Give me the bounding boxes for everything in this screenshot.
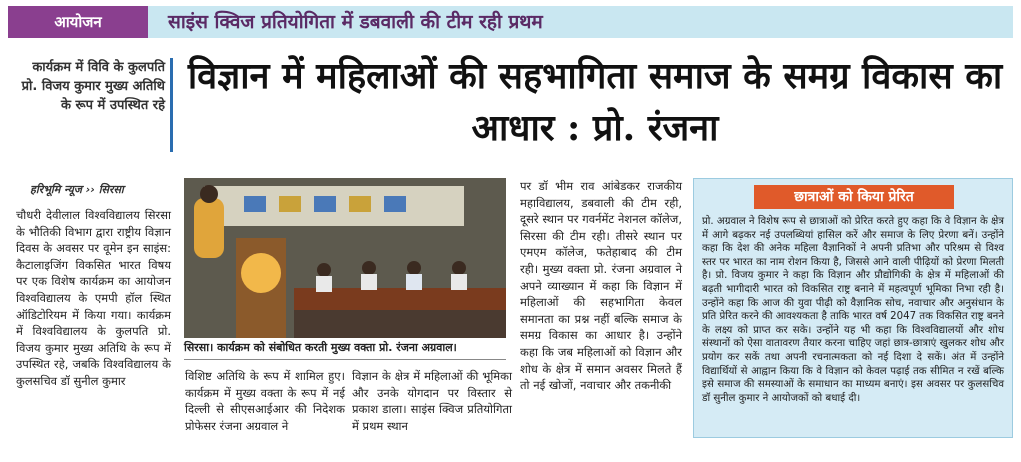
article-column-3: विज्ञान के क्षेत्र में महिलाओं की भूमिका और उनके योगदान पर विस्तार से प्रकाश डाला। साइंस क्विज प्रतियोगिता में प्रथम स्थान bbox=[352, 369, 512, 433]
event-photo-illustration bbox=[184, 178, 506, 338]
event-photo bbox=[184, 178, 506, 338]
sidebar-box-body: प्रो. अग्रवाल ने विशेष रूप से छात्राओं को प्रेरित करते हुए कहा कि वे विज्ञान के क्षेत्र में आगे बढ़कर नई उपलब्धियां हासिल करें और समाज के लिए प्रेरणा बनें। उन्होंने कहा कि देश की अनेक महिला वैज्ञानिकों ने अपनी प्रतिभा और परिश्रम से विश्व स्तर पर भारत का नाम रोशन किया है, जिससे आने वाली पीढ़ियों को प्रेरणा मिलती है। प्रो. विजय कुमार ने कहा कि विज्ञान और प्रौद्योगिकी के क्षेत्र में महिलाओं की बढ़ती भागीदारी भारत को विकसित राष्ट्र बनाने में महत्वपूर्ण भूमिका निभा रही है। उन्होंने कहा कि आज की युवा पीढ़ी को वैज्ञानिक सोच, नवाचार और अनुसंधान के प्रति प्रेरित करने की आवश्यकता है ताकि भारत वर्ष 2047 तक विकसित राष्ट्र बनने के लक्ष्य को प्राप्त कर सके। उन्होंने यह भी कहा कि विश्वविद्यालयों और शोध संस्थानों को ऐसा वातावरण तैयार करना चाहिए जहां छात्र-छात्राएं खुलकर शोध और प्रयोग कर सकें तथा अपनी रचनात्मकता को नई दिशा दे सकें। अंत में उन्होंने विद्यार्थियों से आह्वान किया कि वे विज्ञान को केवल पढ़ाई तक सीमित न रखें बल्कि इसे समाज की समस्याओं के समाधान का माध्यम बनाएं। इस अवसर पर कुलसचिव डॉ सुनील कुमार ने आयोजकों को बधाई दी। bbox=[702, 216, 1004, 404]
section-tag: आयोजन bbox=[8, 6, 148, 38]
quote-rule bbox=[170, 58, 173, 152]
article-column-2: विशिष्ट अतिथि के रूप में शामिल हुए। कार्यक्रम में मुख्य वक्ता के रूप में नई दिल्ली से सीएसआईआर की निदेशक प्रोफेसर रंजना अग्रवाल ने bbox=[185, 369, 345, 433]
section-topic: साइंस क्विज प्रतियोगिता में डबवाली की टीम रही प्रथम bbox=[168, 11, 543, 33]
headline: विज्ञान में महिलाओं की सहभागिता समाज के समग्र विकास का आधार : प्रो. रंजना bbox=[187, 55, 1003, 149]
section-bar bbox=[8, 6, 1013, 38]
sidebar-box bbox=[693, 178, 1013, 438]
photo-caption: सिरसा। कार्यक्रम को संबोधित करती मुख्य वक्ता प्रो. रंजना अग्रवाल। bbox=[184, 340, 506, 360]
byline: हरिभूमि न्यूज ›› सिरसा bbox=[30, 183, 124, 196]
article-column-1: चौधरी देवीलाल विश्वविद्यालय सिरसा के भौतिकी विभाग द्वारा राष्ट्रीय विज्ञान दिवस के अवसर पर वूमेन इन साइंस: कैटालाइजिंग विकसित भारत विषय पर एक विशेष कार्यक्रम का आयोजन विश्वविद्यालय के एमपी हॉल स्थित ऑडिटोरियम में किया गया। कार्यक्रम में विश्वविद्यालय के कुलपति प्रो. विजय कुमार मुख्य अतिथि के रूप में उपस्थित रहे, जबकि विश्वविद्यालय के कुलसचिव डॉ सुनील कुमार bbox=[16, 208, 171, 388]
sidebar-box-heading: छात्राओं को किया प्रेरित bbox=[754, 185, 954, 209]
sidebar-quote: कार्यक्रम में विवि के कुलपति प्रो. विजय कुमार मुख्य अतिथि के रूप में उपस्थित रहे bbox=[21, 60, 165, 113]
article-column-4: पर डॉ भीम राव आंबेडकर राजकीय महाविद्यालय, डबवाली की टीम रही, दूसरे स्थान पर गवर्नमेंट नेशनल कॉलेज, सिरसा की टीम रही। तीसरे स्थान पर एमएम कॉलेज, फतेहाबाद की टीम रही। मुख्य वक्ता प्रो. रंजना अग्रवाल ने अपने व्याख्यान में कहा कि विज्ञान में महिलाओं की सहभागिता केवल समानता का प्रश्न नहीं बल्कि समाज के समग्र विकास का आधार है। उन्होंने कहा कि जब महिलाओं को विज्ञान और शोध के क्षेत्र में समान अवसर मिलते हैं तो नई खोजों, नवाचार और तकनीकी bbox=[520, 179, 682, 393]
